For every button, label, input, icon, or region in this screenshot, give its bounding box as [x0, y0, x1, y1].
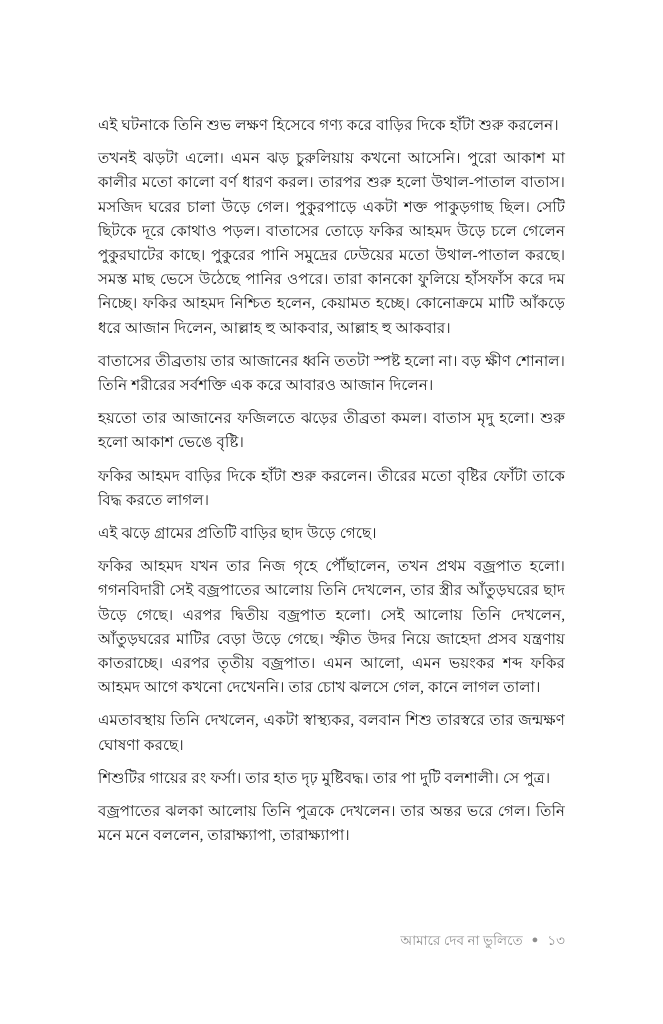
paragraph: এমতাবস্থায় তিনি দেখলেন, একটা স্বাস্থ্যকর, বলবান শিশু তারস্বরে তার জন্মক্ষণ ঘোষণা করছে।: [98, 712, 565, 754]
page-body-text: [98, 114, 565, 848]
paragraph: বজ্রপাতের ঝলকা আলোয় তিনি পুত্রকে দেখলেন। তার অন্তর ভরে গেল। তিনি মনে মনে বললেন, তারাক্ষ্যাপা, তারাক্ষ্যাপা।: [98, 803, 565, 845]
paragraph: হয়তো তার আজানের ফজিলতে ঝড়ের তীব্রতা কমল। বাতাস মৃদু হলো। শুরু হলো আকাশ ভেঙে বৃষ্টি।: [98, 410, 565, 452]
bullet-separator-icon: ●: [531, 934, 539, 946]
paragraph: শিশুটির গায়ের রং ফর্সা। তার হাত দৃঢ় মুষ্টিবদ্ধ। তার পা দুটি বলশালী। সে পুত্র।: [98, 769, 551, 787]
paragraph: ফকির আহমদ বাড়ির দিকে হাঁটা শুরু করলেন। তীরের মতো বৃষ্টির ফোঁটা তাকে বিদ্ধ করতে লাগল।: [98, 467, 565, 509]
paragraph: তখনই ঝড়টা এলো। এমন ঝড় চুরুলিয়ায় কখনো আসেনি। পুরো আকাশ মা কালীর মতো কালো বর্ণ ধারণ করল। তারপর শুরু হলো উথাল-পাতাল বাতাস। মসজিদ ঘরের চালা উড়ে গেল। পুকুরপাড়ে একটা শক্ত পাকুড়গাছ ছিল। সেটি ছিটকে দূরে কোথাও পড়ল। বাতাসের তোড়ে ফকির আহমদ উড়ে চলে গেলেন পুকুরঘাটের কাছে। পুকুরের পানি সমুদ্রের ঢেউয়ের মতো উথাল-পাতাল করছে। সমস্ত মাছ ভেসে উঠেছে পানির ওপরে। তারা কানকো ফুলিয়ে হাঁসফাঁস করে দম নিচ্ছে। ফকির আহমদ নিশ্চিত হলেন, কেয়ামত হচ্ছে। কোনোক্রমে মাটি আঁকড়ে ধরে আজান দিলেন, আল্লাহ হু আকবার, আল্লাহ হু আকবার।: [98, 150, 565, 337]
paragraph: এই ঘটনাকে তিনি শুভ লক্ষণ হিসেবে গণ্য করে বাড়ির দিকে হাঁটা শুরু করলেন।: [98, 117, 559, 134]
footer-book-title: আমারে দেব না ভুলিতে: [400, 933, 523, 948]
paragraph: ফকির আহমদ যখন তার নিজ গৃহে পৌঁছালেন, তখন প্রথম বজ্রপাত হলো। গগনবিদারী সেই বজ্রপাতের আলোয় তিনি দেখলেন, তার স্ত্রীর আঁতুড়ঘরের ছাদ উড়ে গেছে। এরপর দ্বিতীয় বজ্রপাত হলো। সেই আলোয় তিনি দেখলেন, আঁতুড়ঘরের মাটির বেড়া উড়ে গেছে। স্ফীত উদর নিয়ে জাহেদা প্রসব যন্ত্রণায় কাতরাচ্ছে। এরপর তৃতীয় বজ্রপাত। এমন আলো, এমন ভয়ংকর শব্দ ফকির আহমদ আগে কখনো দেখেননি। তার চোখ ঝলসে গেল, কানে লাগল তালা।: [98, 558, 565, 697]
paragraph: বাতাসের তীব্রতায় তার আজানের ধ্বনি ততটা স্পষ্ট হলো না। বড় ক্ষীণ শোনাল। তিনি শরীরের সর্বশক্তি এক করে আবারও আজান দিলেন।: [98, 352, 565, 395]
page-number: ১৩: [547, 933, 565, 948]
paragraph: এই ঝড়ে গ্রামের প্রতিটি বাড়ির ছাদ উড়ে গেছে।: [98, 525, 377, 543]
page-footer: [98, 932, 565, 951]
